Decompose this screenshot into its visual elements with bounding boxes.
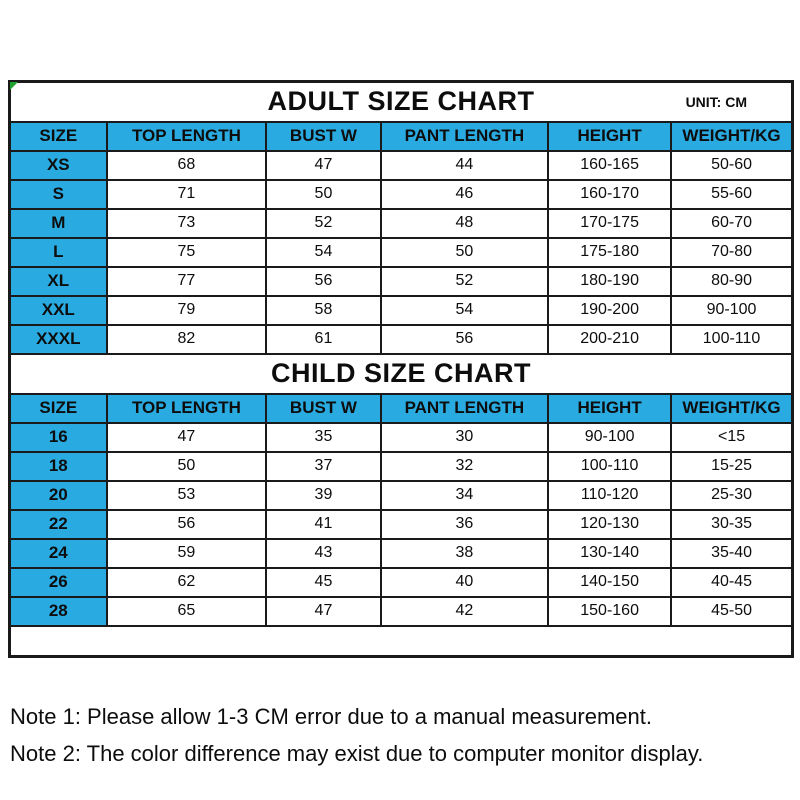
table-cell: 50 bbox=[107, 452, 267, 481]
column-header: WEIGHT/KG bbox=[671, 122, 792, 151]
table-cell: 58 bbox=[266, 296, 380, 325]
size-cell: 20 bbox=[10, 481, 107, 510]
size-cell: S bbox=[10, 180, 107, 209]
table-cell: 120-130 bbox=[548, 510, 671, 539]
table-cell: 52 bbox=[381, 267, 549, 296]
table-cell: 82 bbox=[107, 325, 267, 354]
adult-title-row bbox=[10, 82, 793, 122]
child-chart-title: CHILD SIZE CHART bbox=[271, 358, 531, 388]
table-cell: 30 bbox=[381, 423, 549, 452]
table-cell: 71 bbox=[107, 180, 267, 209]
table-cell: 46 bbox=[381, 180, 549, 209]
column-header: SIZE bbox=[10, 122, 107, 151]
table-cell: 68 bbox=[107, 151, 267, 180]
table-cell: 35 bbox=[266, 423, 380, 452]
table-cell: 40 bbox=[381, 568, 549, 597]
size-cell: 22 bbox=[10, 510, 107, 539]
adult-rows bbox=[10, 151, 793, 354]
table-cell: 180-190 bbox=[548, 267, 671, 296]
size-cell: 26 bbox=[10, 568, 107, 597]
table-cell: 34 bbox=[381, 481, 549, 510]
size-cell: 16 bbox=[10, 423, 107, 452]
column-header: WEIGHT/KG bbox=[671, 394, 792, 423]
table-cell: 90-100 bbox=[671, 296, 792, 325]
unit-label: UNIT: CM bbox=[685, 93, 747, 110]
table-cell: 65 bbox=[107, 597, 267, 626]
column-header: BUST W bbox=[266, 394, 380, 423]
table-row bbox=[10, 238, 793, 267]
table-cell: 56 bbox=[107, 510, 267, 539]
column-header: TOP LENGTH bbox=[107, 394, 267, 423]
table-cell: 60-70 bbox=[671, 209, 792, 238]
column-header: PANT LENGTH bbox=[381, 122, 549, 151]
table-cell: 56 bbox=[266, 267, 380, 296]
size-cell: 28 bbox=[10, 597, 107, 626]
table-cell: 41 bbox=[266, 510, 380, 539]
table-row bbox=[10, 209, 793, 238]
notes-block bbox=[10, 698, 703, 772]
column-header: HEIGHT bbox=[548, 122, 671, 151]
table-cell: 47 bbox=[266, 151, 380, 180]
table-cell: <15 bbox=[671, 423, 792, 452]
table-cell: 40-45 bbox=[671, 568, 792, 597]
table-row bbox=[10, 325, 793, 354]
table-cell: 175-180 bbox=[548, 238, 671, 267]
table-row bbox=[10, 180, 793, 209]
table-cell: 70-80 bbox=[671, 238, 792, 267]
table-cell: 54 bbox=[266, 238, 380, 267]
table-row bbox=[10, 267, 793, 296]
table-cell: 44 bbox=[381, 151, 549, 180]
table-cell: 55-60 bbox=[671, 180, 792, 209]
size-cell: XL bbox=[10, 267, 107, 296]
column-header: PANT LENGTH bbox=[381, 394, 549, 423]
table-cell: 15-25 bbox=[671, 452, 792, 481]
size-chart-table bbox=[8, 80, 794, 658]
table-cell: 39 bbox=[266, 481, 380, 510]
table-cell: 53 bbox=[107, 481, 267, 510]
column-header: BUST W bbox=[266, 122, 380, 151]
table-cell: 50 bbox=[381, 238, 549, 267]
table-cell: 61 bbox=[266, 325, 380, 354]
table-cell: 190-200 bbox=[548, 296, 671, 325]
table-row bbox=[10, 452, 793, 481]
note-line-2: Note 2: The color difference may exist due to computer monitor display. bbox=[10, 741, 704, 766]
size-cell: 24 bbox=[10, 539, 107, 568]
table-row bbox=[10, 568, 793, 597]
table-cell: 50-60 bbox=[671, 151, 792, 180]
table-row bbox=[10, 151, 793, 180]
table-cell: 50 bbox=[266, 180, 380, 209]
column-header: TOP LENGTH bbox=[107, 122, 267, 151]
table-cell: 160-165 bbox=[548, 151, 671, 180]
table-cell: 45-50 bbox=[671, 597, 792, 626]
table-cell: 30-35 bbox=[671, 510, 792, 539]
table-cell: 56 bbox=[381, 325, 549, 354]
size-cell: XS bbox=[10, 151, 107, 180]
table-cell: 100-110 bbox=[671, 325, 792, 354]
table-cell: 36 bbox=[381, 510, 549, 539]
table-row bbox=[10, 597, 793, 626]
table-cell: 54 bbox=[381, 296, 549, 325]
table-cell: 150-160 bbox=[548, 597, 671, 626]
table-cell: 100-110 bbox=[548, 452, 671, 481]
table-cell: 59 bbox=[107, 539, 267, 568]
size-cell: 18 bbox=[10, 452, 107, 481]
table-cell: 80-90 bbox=[671, 267, 792, 296]
table-cell: 77 bbox=[107, 267, 267, 296]
table-cell: 37 bbox=[266, 452, 380, 481]
size-cell: XXXL bbox=[10, 325, 107, 354]
table-cell: 38 bbox=[381, 539, 549, 568]
table-cell: 43 bbox=[266, 539, 380, 568]
table-cell: 170-175 bbox=[548, 209, 671, 238]
table-cell: 32 bbox=[381, 452, 549, 481]
child-rows bbox=[10, 423, 793, 626]
adult-title-cell bbox=[10, 82, 793, 122]
column-header: HEIGHT bbox=[548, 394, 671, 423]
child-title-cell bbox=[10, 354, 793, 394]
child-header-row bbox=[10, 394, 793, 423]
table-cell: 35-40 bbox=[671, 539, 792, 568]
table-cell: 79 bbox=[107, 296, 267, 325]
empty-cell bbox=[10, 626, 793, 657]
table-cell: 45 bbox=[266, 568, 380, 597]
table-cell: 52 bbox=[266, 209, 380, 238]
size-cell: L bbox=[10, 238, 107, 267]
table-cell: 140-150 bbox=[548, 568, 671, 597]
table-cell: 90-100 bbox=[548, 423, 671, 452]
table-row bbox=[10, 539, 793, 568]
note-line-1: Note 1: Please allow 1-3 CM error due to a manual measurement. bbox=[10, 704, 652, 729]
column-header: SIZE bbox=[10, 394, 107, 423]
adult-header-row bbox=[10, 122, 793, 151]
child-title-row bbox=[10, 354, 793, 394]
table-cell: 25-30 bbox=[671, 481, 792, 510]
adult-chart-title: ADULT SIZE CHART bbox=[267, 86, 535, 117]
table-row bbox=[10, 481, 793, 510]
size-cell: XXL bbox=[10, 296, 107, 325]
table-cell: 42 bbox=[381, 597, 549, 626]
table-cell: 160-170 bbox=[548, 180, 671, 209]
table-cell: 200-210 bbox=[548, 325, 671, 354]
table-row bbox=[10, 510, 793, 539]
table-cell: 130-140 bbox=[548, 539, 671, 568]
table-row bbox=[10, 423, 793, 452]
table-cell: 62 bbox=[107, 568, 267, 597]
table-cell: 47 bbox=[266, 597, 380, 626]
table-cell: 110-120 bbox=[548, 481, 671, 510]
table-row bbox=[10, 296, 793, 325]
table-cell: 75 bbox=[107, 238, 267, 267]
table-cell: 48 bbox=[381, 209, 549, 238]
size-cell: M bbox=[10, 209, 107, 238]
table-cell: 73 bbox=[107, 209, 267, 238]
table-cell: 47 bbox=[107, 423, 267, 452]
empty-bottom-row bbox=[10, 626, 793, 657]
